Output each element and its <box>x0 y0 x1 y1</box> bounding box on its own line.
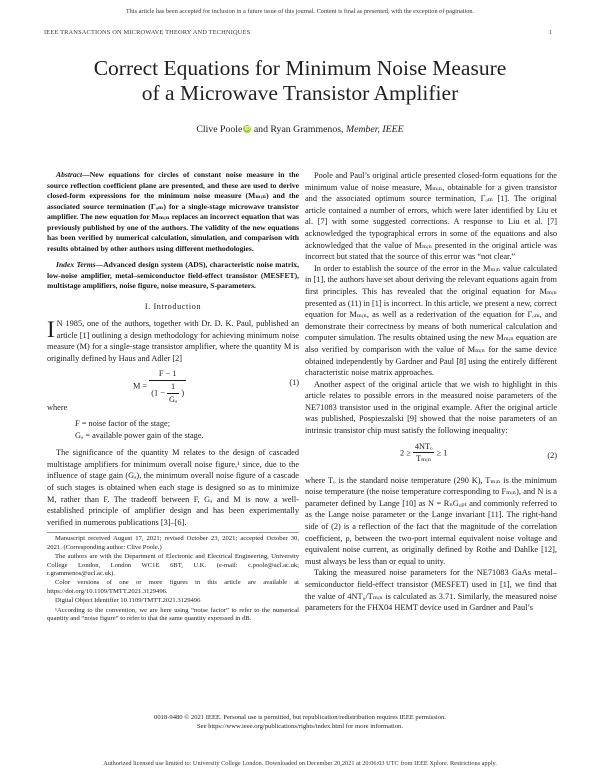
right-paragraph-5: Taking the measured noise parameters for the NE71083 GaAs metal–semiconductor field-effect transistor (MESFET) used in [1], we find that the value of 4NT₀/Tₘᵢₙ is calculated as 3.71. Similarly, the measured noise parameters for the FHX04 HEMT device used in Gardner and Paul’s <box>305 568 557 613</box>
eq1-number: (1) <box>289 378 299 388</box>
index-terms-text: —Advanced design system (ADS), characteristic noise matrix, low-noise amplifier, metal–semiconductor field-effect transistor (MESFET), multistage amplifiers, noise figure, noise measure, S-parameters. <box>47 260 299 290</box>
intro-paragraph-1-text: N 1985, one of the authors, together with Dr. D. K. Paul, published an article [1] outlining a design methodology for achieving minimum noise measure (M) for a single-stage transistor amplifier, where the quantity M is originally defined by Haus and Adler [2] <box>47 319 299 363</box>
footnote-1: ¹According to the convention, we are here using “noise factor” to refer to the numerical quantity and “noise figure” to refer to that the same quantity expressed in dB. <box>47 606 299 623</box>
eq1-inner-fraction <box>167 381 179 405</box>
right-column <box>305 170 557 614</box>
definition-list <box>75 418 299 441</box>
copyright-line-2[interactable]: See https://www.ieee.org/publications/rights/index.html for more information. <box>196 722 404 730</box>
left-column <box>47 170 299 624</box>
index-terms <box>47 260 299 292</box>
equation-2 <box>305 441 557 471</box>
copyright-notice <box>0 714 600 731</box>
orcid-icon[interactable]: iD <box>244 126 251 132</box>
right-paragraph-1: Poole and Paul’s original article presented closed-form equations for the minimum value of noise measure, Mₘᵢₙ, obtainable for a given transistor and the associated optimum source termination, Γₒₘ [1]. The original article contained a number of errors, which were later identified by Liu et al. [7] with some suggested corrections. A response to Liu et al. [7] acknowledged the typographical errors in some of the equations and also acknowledged that the value of Mₘᵢₙ presented in the original article was incorrect but stated that the source of this error was “not clear.” <box>305 171 557 262</box>
title-line-2: of a Microwave Transistor Amplifier <box>141 81 459 105</box>
abstract-label: Abstract <box>56 170 83 179</box>
eq2-rhs: ≥ 1 <box>436 447 448 457</box>
author-joiner: and Ryan Grammenos, <box>251 124 346 135</box>
index-terms-label: Index Terms <box>56 260 96 269</box>
author-line <box>0 124 600 135</box>
license-note: Authorized licensed use limited to: University College London. Downloaded on December 20,2021 at 20:06:03 UTC from IEEE Xplore. Restrictions apply. <box>103 760 497 767</box>
right-paragraph-2: In order to establish the source of the error in the Mₘᵢₙ value calculated in [1], the authors have set about deriving the relevant equations again from first principles. This has revealed that the original equation for Mₘᵢₙ presented as (11) in [1] is incorrect. In this article, we present a new, correct equation for Mₘᵢₙ, as well as a rederivation of the equation for Γₒₘ, and demonstrate their correctness by means of both numerical calculation and computer simulation. The results obtained using the new Mₘᵢₙ equation are also verified by comparison with the value of Mₘᵢₙ for the same device obtained independently by Gardner and Paul [8] using the entirely different characteristic noise matrix approaches. <box>305 263 557 378</box>
running-head: IEEE TRANSACTIONS ON MICROWAVE THEORY AND TECHNIQUES <box>44 29 251 36</box>
right-paragraph-4: where Tₒ is the standard noise temperature (290 K), Tₘᵢₙ is the minimum noise temperature (the noise temperature corresponding to Fₘᵢₙ), and N is a parameter defined by Lange [10] as N = RₙGₒₚₜ and commonly referred to as the Lange noise parameter or the Lange invariant [11]. The right-hand side of (2) is a reflection of the fact that the magnitude of the correlation coefficient, ρ, between the two-port internal equivalent noise voltage and equivalent noise current, as originally defined by Rothe and Dahlke [12], must always be less than or equal to unity. <box>305 475 557 566</box>
eq2-lhs: 2 ≥ <box>400 447 411 457</box>
equation-1 <box>47 368 299 404</box>
eq1-numerator: F − 1 <box>149 368 186 381</box>
footnote-doi: Digital Object Identifier 10.1109/TMTT.2021.3129496 <box>55 597 201 605</box>
intro-paragraph-2: The significance of the quantity M relates to the design of cascaded multistage amplifiers for minimum overall noise figure,¹ since, due to the influence of stage gain (Gₐ), the minimum overall noise figure of a cascade of such stages is obtained when each stage is designed so as to minimize M, rather than F. The tradeoff between F, Gₐ and M is now a well-established principle of amplifier design and has been experimentally verified in numerous publications [3]–[6]. <box>47 448 299 527</box>
definition-ga: Gₐ = available power gain of the stage. <box>75 430 204 440</box>
eq1-den-close: ) <box>181 388 185 398</box>
acceptance-note: This article has been accepted for inclusion in a future issue of this journal. Content is final as presented, with the exception of pagination. <box>125 8 475 15</box>
eq1-lhs: M = <box>133 382 148 392</box>
eq2-numerator: 4NTₒ <box>413 441 435 454</box>
footnote-affiliation: The authors are with the Department of Electronic and Electrical Engineering, University College London, London WC1E 6BT, U.K. (e-mail: c.poole@ucl.ac.uk; r.grammenos@ucl.ac.uk). <box>47 553 299 578</box>
copyright-line-1: 0018-9480 © 2021 IEEE. Personal use is permitted, but republication/redistribution requires IEEE permission. <box>154 714 446 721</box>
eq2-number: (2) <box>547 450 557 460</box>
footnotes <box>47 532 299 623</box>
right-paragraph-3: Another aspect of the original article that we wish to highlight in this article relates to possible errors in the measured noise parameters of the NE71083 transistor used in the original example. After the original article was published, Pospieszalski [9] showed that the noise parameters of an intrinsic transistor chip must satisfy the following inequality: <box>305 379 557 436</box>
paper-title <box>0 56 600 106</box>
eq1-den-open: (1 − <box>151 388 165 398</box>
footnote-color: Color versions of one or more figures in this article are available at https://doi.org/10.1109/TMTT.2021.3129496. <box>47 579 299 595</box>
abstract <box>47 170 299 254</box>
author-2-role: Member, IEEE <box>345 124 404 135</box>
section-heading: I. Introduction <box>144 301 202 311</box>
intro-paragraph-1 <box>47 318 299 364</box>
eq1-inner-numerator: 1 <box>167 381 179 394</box>
eq1-inner-denominator: Gₐ <box>168 394 178 404</box>
page-number: 1 <box>548 29 552 36</box>
definition-f: F = noise factor of the stage; <box>75 419 170 429</box>
abstract-text: —New equations for circles of constant noise measure in the source reflection coefficient plane are presented, and these are used to derive closed-form expressions for the minimum noise measure (Mₘᵢₙ) and the associated source termination (Γₒₘ) for a single-stage microwave transistor amplifier. The new equation for Mₘᵢₙ replaces an incorrect equation that was previously published by one of the authors. The validity of the new equations has been verified by numerical calculation, simulation, and comparison with results obtained by other authors using different methodologies. <box>47 170 299 253</box>
eq1-fraction <box>149 368 186 405</box>
eq1-denominator <box>149 381 186 405</box>
footnote-manuscript: Manuscript received August 17, 2021; revised October 23, 2021; accepted October 30, 2021. (Corresponding author: Clive Poole.) <box>47 535 299 551</box>
title-line-1: Correct Equations for Minimum Noise Measure <box>93 56 507 80</box>
where-label: where <box>47 403 68 413</box>
eq2-fraction <box>413 441 435 465</box>
drop-cap: I <box>47 317 55 343</box>
author-1: Clive Poole <box>196 124 243 135</box>
eq2-denominator: Tₘᵢₙ <box>416 454 432 464</box>
